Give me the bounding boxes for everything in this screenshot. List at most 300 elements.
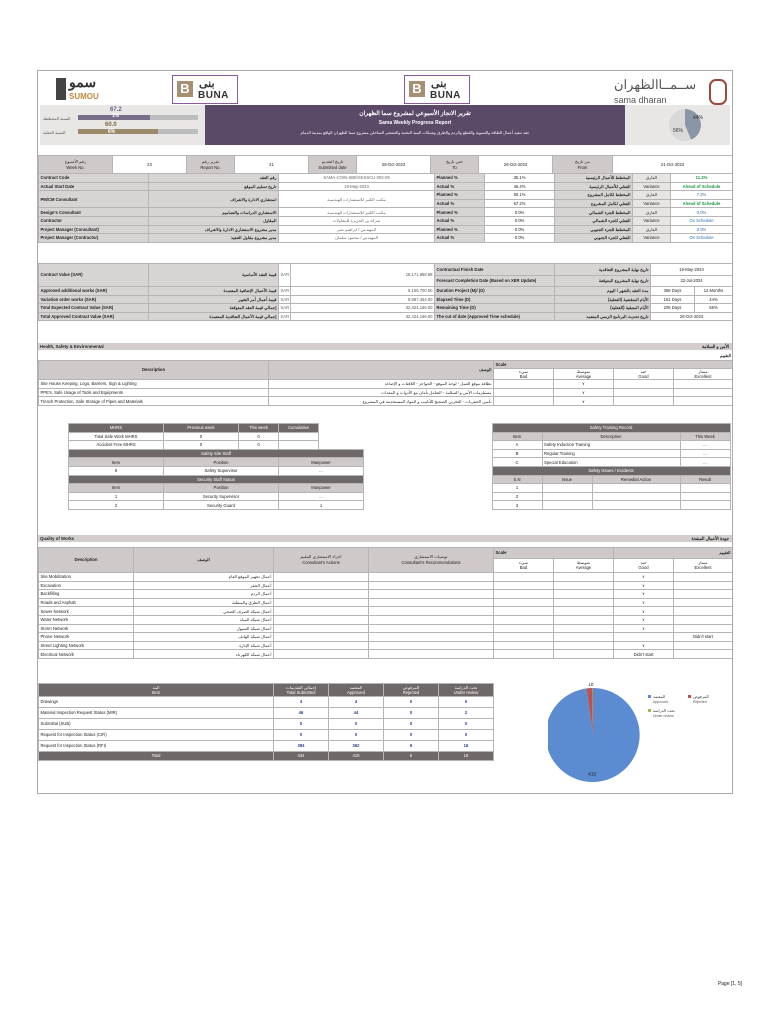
quality-grade-average — [554, 581, 614, 590]
submittal-row — [39, 741, 494, 752]
header-pie-panel — [625, 105, 730, 145]
quality-grade-good: ٧ — [614, 641, 674, 650]
legend-swatch — [648, 709, 651, 712]
submitted-value: 28-Oct-2023 — [357, 156, 431, 174]
submittal-header — [329, 684, 384, 697]
quality-recommendation — [369, 581, 494, 590]
week-no-ar: رقم الأسبوع — [65, 158, 86, 164]
grade-ar: سيء — [519, 560, 528, 566]
hse-grade-good — [614, 388, 674, 397]
submittal-cell: 0 — [439, 697, 494, 708]
quality-grade-excellent — [674, 598, 733, 607]
quality-grade-bad — [494, 633, 554, 642]
training-header: Description — [542, 432, 680, 441]
mhrs-cell: 0 — [239, 441, 279, 450]
report-sheet — [37, 70, 733, 794]
training-row — [436, 449, 730, 458]
quality-recommendation — [369, 598, 494, 607]
quality-grade-good: ٧ — [614, 581, 674, 590]
incident-cell — [592, 492, 680, 501]
grade-header — [494, 558, 554, 572]
quality-grade-good: ٧ — [614, 607, 674, 616]
incident-row — [436, 484, 730, 493]
legend-label-ar: تحت الدراسة — [653, 708, 675, 713]
info-value: 19-May-2023 — [279, 182, 435, 191]
value-amount: 32,424,166.00 — [291, 312, 435, 321]
submittal-cell: 0 — [329, 730, 384, 741]
submittal-header-ar: البند — [152, 685, 160, 690]
quality-row — [39, 598, 733, 607]
quality-recommendation — [369, 650, 494, 659]
subtitle-ar: عقد تنفيذ أعمال الطاقة والتسوية والقطع والردم والطرق وشبكات البنية التحتية والتشجير الساحلي مشروع سما الظهران الواقع بمدينة الدمام — [300, 130, 530, 135]
training-cell: C — [492, 458, 542, 467]
hse-grade-average: ٧ — [554, 397, 614, 406]
title-en: Sama Weekly Progress Report — [378, 120, 452, 126]
mhrs-header: Cumulative — [279, 424, 319, 433]
progress-pct2: 6% — [108, 129, 116, 135]
info-variance-label: الفارق — [633, 208, 671, 217]
info-label-en: Actual Start Date — [39, 182, 149, 191]
quality-desc-en: Description — [39, 548, 134, 573]
actual-bar-fill — [78, 129, 158, 134]
quality-grade-good: ٧ — [614, 615, 674, 624]
info-label-ar: مدير مشروع الاستشاري الادارة والاشراف — [149, 225, 279, 234]
submittal-row — [39, 708, 494, 719]
quality-grade-excellent — [674, 650, 733, 659]
info-value: المهندس / محمود سلمان — [279, 234, 435, 243]
incident-header: S.N — [492, 475, 542, 484]
quality-desc-ar: أعمال شبكة الكهرباء — [134, 650, 274, 659]
submittal-cell: 0 — [274, 719, 329, 730]
submittal-cell: 6 — [384, 741, 439, 752]
quality-grade-bad — [494, 607, 554, 616]
pie-label-18: 18 — [588, 683, 594, 688]
submittal-header — [439, 684, 494, 697]
info-label-en: Project Manager (Contractor) — [39, 234, 149, 243]
submittals-table — [38, 683, 494, 761]
quality-recommendation — [369, 607, 494, 616]
info-variance-value: Ahead of Schedule — [671, 199, 733, 208]
training-cell: B — [492, 449, 542, 458]
submittal-header-en: Under review — [453, 690, 479, 695]
date-value: 26-Oct-2023 — [651, 312, 733, 321]
date-value: 22-Jul-2024 — [651, 275, 733, 287]
quality-band-ar: جودة الأعمال المنفذة — [691, 536, 729, 541]
value-row — [39, 287, 733, 296]
quality-grade-average — [554, 607, 614, 616]
staff-header: Item — [69, 484, 164, 493]
info-row — [39, 234, 733, 243]
quality-action — [274, 624, 369, 633]
grade-en: Average — [575, 565, 592, 571]
legend-label-ar: المعتمد — [653, 694, 666, 699]
info-label-en: Design's Consultant — [39, 208, 149, 217]
quality-desc-en: Street Lighting Network — [39, 641, 134, 650]
quality-action — [274, 590, 369, 599]
progress-actual-label: النسبة الفعلية — [43, 130, 66, 135]
info-variance-value: Ahead of Schedule — [671, 182, 733, 191]
info-label-en: PM/CM Consultant — [39, 191, 149, 208]
date-value-2: 56% — [695, 304, 733, 313]
training-cell: ... — [680, 449, 730, 458]
info-row — [39, 225, 733, 234]
report-no-en: Report No. — [200, 164, 221, 170]
staff-cell: Security Guard — [164, 501, 279, 510]
buna-logo-left — [172, 75, 238, 104]
date-key: Forecast Completion Date (Based on XER Update) — [435, 275, 555, 287]
quality-grade-average — [554, 633, 614, 642]
submittal-cell: Drawings — [39, 697, 274, 708]
grade-ar: جيد — [640, 560, 647, 566]
incident-header: Issue — [542, 475, 592, 484]
progress-value2: 60.0 — [105, 122, 117, 128]
info-row — [39, 208, 733, 217]
value-label-ar: إجمالي قيمة العقد المتوقعة — [149, 304, 279, 313]
quality-action — [274, 641, 369, 650]
submittal-header — [274, 684, 329, 697]
hse-eval-ar: التقييم — [719, 353, 732, 359]
grade-en: Bad — [519, 565, 528, 571]
info-key: Planned % — [435, 174, 485, 183]
incident-cell — [680, 492, 730, 501]
quality-grade-excellent — [674, 607, 733, 616]
staff-cell: 2 — [69, 501, 164, 510]
value-row — [39, 312, 733, 321]
info-label-en: Contractor — [39, 216, 149, 225]
info-variance-label: Variance — [633, 216, 671, 225]
quality-scale: Scale — [494, 548, 614, 559]
legend-label-en: Approved — [653, 700, 668, 704]
info-pct: 67.2% — [485, 199, 555, 208]
submittal-row — [39, 730, 494, 741]
grade-en: Bad — [519, 374, 528, 380]
submittal-row — [39, 719, 494, 730]
quality-row — [39, 624, 733, 633]
inc-pad — [436, 484, 492, 493]
quality-action-ar: اجراء الاستشاري المقيم — [300, 554, 342, 559]
quality-grade-excellent — [674, 581, 733, 590]
info-value: SAMA-COIN-SBE/SKSSCU-002-09 — [279, 174, 435, 183]
info-label-ar: الاستشاري الدراسات والتصاميم — [149, 208, 279, 217]
quality-desc-ar: أعمال شبكة الصرف الصحي — [134, 607, 274, 616]
mhrs-header: MHRS — [69, 424, 164, 433]
incident-cell — [592, 484, 680, 493]
submittal-header-en: Total Submitted — [286, 690, 316, 695]
grade-header — [614, 558, 674, 572]
quality-row — [39, 607, 733, 616]
info-variance-value: 0.0% — [671, 225, 733, 234]
hse-grade-excellent — [674, 380, 733, 389]
quality-grade-average — [554, 641, 614, 650]
date-key-ar: الأيام المتبقية (الفعلية) — [555, 304, 651, 313]
info-pct: 46.4% — [485, 182, 555, 191]
grade-header — [554, 369, 614, 380]
buna-logo-right — [404, 75, 470, 104]
quality-rec-en: Consultant's Recommendations — [401, 560, 461, 565]
info-key-ar: المخطط لكامل المشروع — [555, 191, 633, 200]
quality-grade-good — [614, 633, 674, 642]
progress-panel — [40, 105, 205, 145]
hse-desc-en: Description — [39, 360, 269, 380]
date-value: 366 Days — [651, 287, 695, 296]
quality-grade-excellent — [674, 573, 733, 582]
info-key-ar: المخطط للأعمال الرئيسية — [555, 174, 633, 183]
info-label-ar: مدير مشروع مقاول التنفيذ — [149, 234, 279, 243]
info-value: مكتب الكثير للاستشارات الهندسية — [279, 191, 435, 208]
quality-desc-ar: أعمال شبكة المياه — [134, 615, 274, 624]
info-variance-label: الفارق — [633, 174, 671, 183]
quality-row — [39, 633, 733, 642]
report-no-ar: تقرير رقم — [201, 158, 220, 164]
submittal-cell: 44 — [329, 708, 384, 719]
staff-cell: Security Supervisor — [164, 492, 279, 501]
from-en: From — [577, 164, 588, 170]
training-cell: Safety Induction Training — [542, 441, 680, 450]
legend-label-ar: المرفوض — [693, 694, 709, 699]
value-label-en: Total Approved Contract Value (SAR) — [39, 312, 149, 321]
incident-header: Remedial Action — [592, 475, 680, 484]
staff-cell: ... — [279, 492, 364, 501]
grade-ar: ممتاز — [698, 560, 708, 566]
submittal-header-ar: تحت الدراسة — [454, 685, 478, 690]
training-table — [436, 423, 731, 510]
value-amount: 5,166,700.00 — [291, 287, 435, 296]
quality-table — [38, 547, 733, 659]
quality-grade-good: ٧ — [614, 598, 674, 607]
staff-row — [69, 501, 364, 510]
quality-grade-average — [554, 650, 614, 659]
incident-cell — [680, 501, 730, 510]
hse-grade-good — [614, 380, 674, 389]
quality-desc-ar: أعمال شبكة السيول — [134, 624, 274, 633]
staff-row — [69, 466, 364, 475]
quality-grade-good: ٧ — [614, 590, 674, 599]
info-pct: 0.0% — [485, 234, 555, 243]
dharan-emblem-icon — [709, 79, 727, 105]
submittal-cell: 4 — [329, 697, 384, 708]
quality-grade-bad — [494, 624, 554, 633]
date-key: Elapsed Time (D) — [435, 295, 555, 304]
info-label-ar: المقاول — [149, 216, 279, 225]
to-value: 26-Oct-2023 — [479, 156, 553, 174]
grade-header — [494, 369, 554, 380]
staff-header: Position — [164, 484, 279, 493]
mhrs-cell: Accident Free MHRS — [69, 441, 164, 450]
hse-grade-good — [614, 397, 674, 406]
dharan-ar: ســمــاالظهران — [614, 77, 697, 92]
training-row — [436, 458, 730, 467]
incident-cell — [542, 484, 592, 493]
submittal-cell: Material Inspection Request Status (MIR) — [39, 708, 274, 719]
staff-row — [69, 492, 364, 501]
incident-row — [436, 492, 730, 501]
actual-bar — [78, 129, 198, 134]
info-variance-value: On Schedule — [671, 216, 733, 225]
info-row — [39, 174, 733, 183]
hse-desc-en: PPE's, Safe Usage of Tools and Equipments — [39, 388, 269, 397]
quality-grade-bad — [494, 573, 554, 582]
title-panel — [205, 105, 625, 145]
sama-dharan-logo — [614, 77, 729, 107]
quality-recommendation — [369, 615, 494, 624]
progress-pct1: 1% — [112, 113, 120, 119]
info-key: Actual % — [435, 216, 485, 225]
sumou-ar: سمو — [69, 74, 97, 90]
quality-grade-good: ٧ — [614, 573, 674, 582]
submittal-total-cell: 18 — [439, 752, 494, 761]
info-label-en: Contract Code — [39, 174, 149, 183]
quality-grade-bad — [494, 650, 554, 659]
submittal-cell: Submittal (SUB) — [39, 719, 274, 730]
submittal-header-en: Rejected — [402, 690, 420, 695]
sumou-logo — [56, 75, 108, 103]
date-value: 19-May-2024 — [651, 264, 733, 276]
hse-row — [39, 397, 733, 406]
info-key: Planned % — [435, 225, 485, 234]
submittal-pie-chart — [548, 683, 728, 793]
training-row — [436, 441, 730, 450]
week-no-value: 23 — [113, 156, 187, 174]
info-key-ar: الفعلي للجزء الجنوبي — [555, 234, 633, 243]
quality-action — [274, 633, 369, 642]
info-key-ar: المخطط للجزء الجنوبي — [555, 225, 633, 234]
quality-action — [274, 615, 369, 624]
hse-desc-ar: نظافة موقع العمل - لوحة الموقع - الحواجز - اللافتات و الإضاءة — [269, 380, 494, 389]
info-key-ar: الفعلي لكامل المشروع — [555, 199, 633, 208]
submittal-header-en: Item — [151, 690, 161, 695]
buna-b-icon: B — [177, 81, 193, 97]
legend-label-en: Under review — [653, 714, 674, 718]
quality-row — [39, 573, 733, 582]
submittal-total-cell: 6 — [384, 752, 439, 761]
incident-cell: 2 — [492, 492, 542, 501]
incident-row — [436, 501, 730, 510]
sumou-mark-icon — [56, 78, 66, 100]
value-label-en: Approved additional works (SAR) — [39, 287, 149, 296]
incident-cell: 3 — [492, 501, 542, 510]
training-cell: Special Education — [542, 458, 680, 467]
pie-label-44: 44% — [693, 115, 704, 121]
value-row — [39, 295, 733, 304]
quality-row — [39, 581, 733, 590]
quality-desc-en: Water Network — [39, 615, 134, 624]
mhrs-cell: 0 — [164, 432, 239, 441]
submittal-cell: 0 — [439, 730, 494, 741]
hse-scale: Scale — [494, 360, 733, 369]
info-variance-label: الفارق — [633, 225, 671, 234]
value-label-en: Contract Value (SAR) — [39, 264, 149, 287]
quality-grade-bad — [494, 615, 554, 624]
week-no-en: Week No. — [66, 164, 85, 170]
quality-action — [274, 598, 369, 607]
buna-ar-right: بنى — [431, 78, 447, 90]
value-currency: SAR — [279, 264, 291, 287]
quality-grade-excellent — [674, 615, 733, 624]
quality-recommendation — [369, 573, 494, 582]
legend-swatch — [688, 695, 691, 698]
info-key: Actual % — [435, 182, 485, 191]
info-label-ar: تاريخ تسليم الموقع — [149, 182, 279, 191]
progress-planned-label: النسبة المخططة — [43, 116, 71, 121]
submittal-cell: 0 — [439, 719, 494, 730]
report-no-value: 21 — [235, 156, 309, 174]
staff-cell: 8 — [69, 466, 164, 475]
training-cell: ... — [680, 441, 730, 450]
quality-recommendation — [369, 624, 494, 633]
hse-grade-average: ٧ — [554, 388, 614, 397]
info-key-ar: الفعلي للجزء الشمالي — [555, 216, 633, 225]
value-row — [39, 264, 733, 276]
quality-desc-ar: أعمال تجهيز الموقع العام — [134, 573, 274, 582]
staff-header: Manpower — [279, 458, 364, 467]
inc-pad — [436, 501, 492, 510]
date-value-2: 12 Months — [695, 287, 733, 296]
info-pct: 0.0% — [485, 208, 555, 217]
quality-desc-ar: الوصف — [134, 548, 274, 573]
incident-cell: 1 — [492, 484, 542, 493]
value-amount: 18,171,988.88 — [291, 264, 435, 287]
mhrs-row — [69, 441, 364, 450]
info-variance-value: 11.3% — [671, 174, 733, 183]
hse-desc-ar: الوصف — [269, 360, 494, 380]
grade-header — [674, 558, 733, 572]
mhrs-cell: Total Safe Work MHRS — [69, 432, 164, 441]
submittal-cell: 4 — [274, 697, 329, 708]
date-key-ar: الأيام المنقضية (الفعلية) — [555, 295, 651, 304]
info-label-en: Project Manager (Consultant) — [39, 225, 149, 234]
mhrs-pad — [319, 441, 364, 450]
train-pad — [436, 458, 492, 467]
inc-pad — [436, 492, 492, 501]
date-key-ar: تاريخ نهاية المشروع التعاقدية — [555, 264, 651, 276]
grade-ar: متوسط — [576, 369, 591, 375]
date-key: The cut of date (Approved Time schedule) — [435, 312, 555, 321]
submitted-ar: تاريخ التقديم — [321, 158, 344, 164]
submittal-pie-panel — [548, 683, 728, 793]
value-label-ar: قيمة العقد الأساسية — [149, 264, 279, 287]
staff-cell: 1 — [69, 492, 164, 501]
from-ar: من تاريخ — [575, 158, 590, 164]
value-currency: SAR — [280, 313, 290, 319]
submittal-header-en: Approved — [347, 690, 365, 695]
grade-en: Average — [575, 374, 592, 380]
quality-grade-average — [554, 590, 614, 599]
info-value: مكتب الكثير للاستشارات الهندسية — [279, 208, 435, 217]
hse-row — [39, 380, 733, 389]
legend-label-en: Rejected — [693, 700, 707, 704]
quality-grade-bad — [494, 641, 554, 650]
staff-header: Item — [69, 458, 164, 467]
training-cell: Regular Training — [542, 449, 680, 458]
value-label-ar: قيمة أعمال أمر التغيير — [149, 295, 279, 304]
quality-desc-en: Electrical Network — [39, 650, 134, 659]
quality-desc-ar: أعمال شبكة الهاتف — [134, 633, 274, 642]
legend-swatch — [648, 695, 651, 698]
info-key: Actual % — [435, 199, 485, 208]
quality-row — [39, 650, 733, 659]
submittal-cell: 0 — [384, 708, 439, 719]
submittal-cell: 0 — [329, 719, 384, 730]
value-label-ar: قيمة الأعمال الإضافية المعتمدة — [149, 287, 279, 296]
quality-desc-en: Roads and Asphalt — [39, 598, 134, 607]
quality-grade-good: Didn't start — [614, 650, 674, 659]
quality-eval-ar: التقييم — [614, 548, 733, 559]
training-header: Item — [492, 432, 542, 441]
value-label-en: Variation order works (SAR) — [39, 295, 149, 304]
submittal-header — [384, 684, 439, 697]
quality-recommendation — [369, 633, 494, 642]
quality-row — [39, 615, 733, 624]
